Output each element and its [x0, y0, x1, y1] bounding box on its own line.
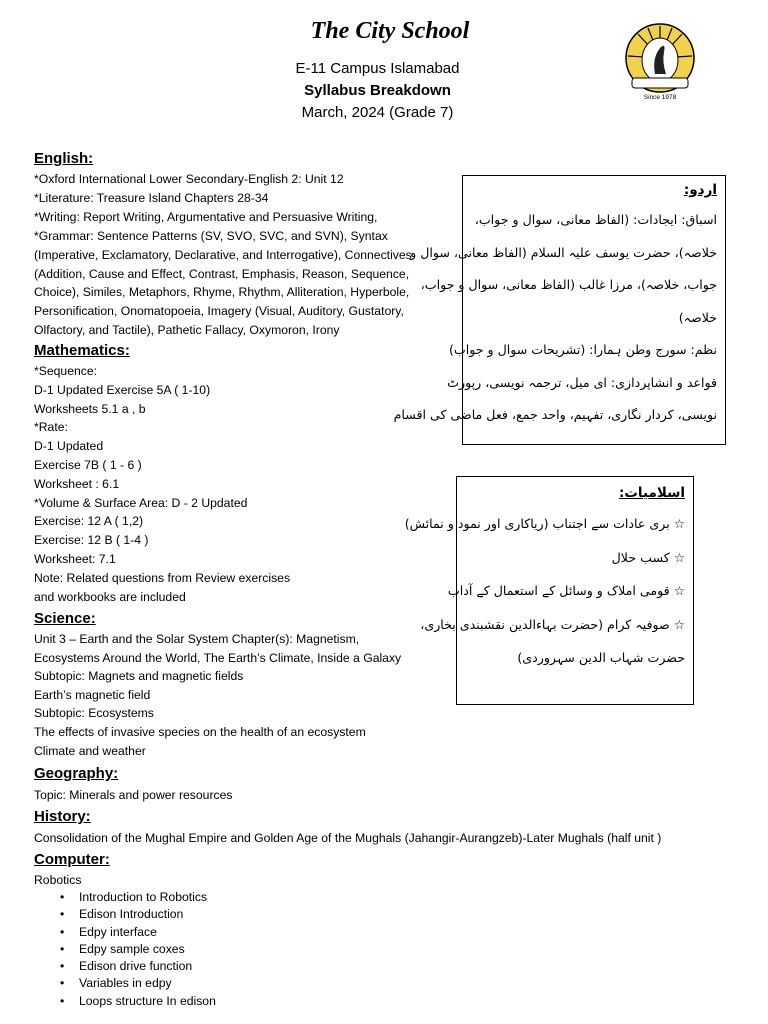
urdu-line: نویسی، کردار نگاری، تفہیم، واحد جمع، فعل ماضی کی اقسام	[393, 407, 717, 422]
computer-topic-item: • Loops structure In edison	[60, 993, 216, 1010]
logo-since: Since 1978	[643, 94, 677, 101]
urdu-line: نظم: سورج وطن ہمارا: (تشریحات سوال و جواب)	[448, 342, 717, 357]
computer-intro: Robotics	[34, 873, 82, 887]
urdu-line: جواب، خلاصہ)، مرزا غالب (الفاظ معانی، سوال و جواب،	[420, 277, 717, 292]
geography-heading: Geography:	[34, 765, 119, 782]
campus-name: E-11 Campus Islamabad	[295, 60, 460, 77]
computer-heading: Computer:	[34, 851, 110, 868]
school-logo	[622, 20, 698, 102]
urdu-line: اسباق: ایجادات: (الفاظ معانی، سوال و جواب،	[474, 212, 717, 227]
science-line: Climate and weather	[34, 743, 146, 758]
english-line: *Oxford International Lower Secondary-English 2: Unit 12	[34, 172, 344, 186]
mathematics-line: *Sequence:	[34, 364, 98, 378]
science-line: Earth’s magnetic field	[34, 687, 151, 702]
school-name: The City School	[310, 18, 470, 44]
mathematics-line: Worksheet: 7.1	[34, 552, 116, 566]
islamiyat-box	[404, 476, 694, 705]
urdu-line: خلاصہ)، حضرت یوسف علیہ السلام (الفاظ معانی، سوال و	[410, 244, 717, 260]
urdu-content	[393, 204, 717, 432]
science-line: The effects of invasive species on the health of an ecosystem	[34, 725, 366, 739]
mathematics-line: Exercise 7B ( 1 - 6 )	[34, 458, 142, 472]
mathematics-line: *Volume & Surface Area: D - 2 Updated	[34, 495, 248, 510]
computer-topic-item: • Variables in edpy	[60, 975, 216, 992]
mathematics-heading: Mathematics:	[34, 342, 130, 359]
english-line: *Grammar: Sentence Patterns (SV, SVO, SVC, and SVN), Syntax	[34, 228, 388, 243]
mathematics-line: and workbooks are included	[34, 589, 186, 604]
computer-topic-item: • Introduction to Robotics	[60, 889, 216, 906]
english-line: *Literature: Treasure Island Chapters 28-34	[34, 190, 269, 205]
mathematics-line: Note: Related questions from Review exercises	[34, 570, 291, 585]
islamiyat-heading: اسلامیات:	[618, 485, 685, 501]
science-heading: Science:	[34, 610, 96, 627]
science-line: Subtopic: Ecosystems	[34, 706, 154, 721]
science-line: Unit 3 – Earth and the Solar System Chapter(s): Magnetism,	[34, 632, 360, 646]
date-grade: March, 2024 (Grade 7)	[301, 104, 454, 121]
science-line: Subtopic: Magnets and magnetic fields	[34, 669, 244, 684]
english-line: (Imperative, Exclamatory, Declarative, and Interrogative), Connectives	[34, 247, 412, 262]
history-heading: History:	[34, 808, 91, 825]
computer-topic-item: • Edison drive function	[60, 958, 216, 975]
english-line: *Writing: Report Writing, Argumentative and Persuasive Writing,	[34, 209, 378, 224]
urdu-line: خلاصہ)	[678, 309, 717, 325]
computer-topic-item: • Edpy sample coxes	[60, 941, 216, 958]
urdu-line: قواعد و انشاپردازی: ای میل، ترجمہ نویسی، رپورٹ	[447, 374, 717, 390]
urdu-heading: اردو:	[683, 182, 717, 198]
science-line: Ecosystems Around the World, The Earth’s Climate, Inside a Galaxy	[34, 650, 402, 665]
mathematics-line: D-1 Updated	[34, 439, 104, 454]
computer-topic-list	[60, 889, 216, 1010]
english-line: (Addition, Cause and Effect, Contrast, Emphasis, Reason, Sequence,	[34, 266, 410, 281]
english-heading: English:	[34, 150, 94, 167]
islamiyat-line: ☆ صوفیہ کرام (حضرت بہاءالدین نقشبندی بخاری،	[420, 616, 685, 632]
islamiyat-line: حضرت شہاب الدین سہروردی)	[517, 650, 685, 665]
document-title: Syllabus Breakdown	[304, 82, 451, 99]
islamiyat-content	[404, 507, 685, 675]
islamiyat-line: ☆ قومی املاک و وسائل کے استعمال کے آداب	[447, 583, 685, 598]
mathematics-line: *Rate:	[34, 420, 68, 435]
history-line: Consolidation of the Mughal Empire and Golden Age of the Mughals (Jahangir-Aurangzeb)-Later Mughals (half unit )	[34, 831, 662, 845]
mathematics-line: Worksheet : 6.1	[34, 476, 120, 491]
islamiyat-line: ☆ کسب حلال	[611, 549, 685, 565]
mathematics-line: Worksheets 5.1 a , b	[34, 401, 146, 416]
english-line: Personification, Onomatopoeia, Imagery (Visual, Auditory, Gustatory,	[34, 304, 404, 319]
mathematics-line: Exercise: 12 B ( 1-4 )	[34, 533, 149, 548]
islamiyat-line: ☆ بری عادات سے اجتناب (ریاکاری اور نمود و نمائش)	[404, 516, 685, 531]
urdu-box	[393, 175, 726, 445]
english-line: Olfactory, and Tactile), Pathetic Fallacy, Oxymoron, Irony	[34, 323, 340, 338]
mathematics-line: D-1 Updated Exercise 5A ( 1-10)	[34, 382, 211, 397]
computer-topic-item: • Edison Introduction	[60, 906, 216, 923]
computer-topic-item: • Edpy interface	[60, 924, 216, 941]
geography-line: Topic: Minerals and power resources	[34, 788, 233, 802]
english-line: Choice), Similes, Metaphors, Rhyme, Rhythm, Alliteration, Hyperbole,	[34, 285, 410, 300]
mathematics-line: Exercise: 12 A ( 1,2)	[34, 514, 144, 529]
